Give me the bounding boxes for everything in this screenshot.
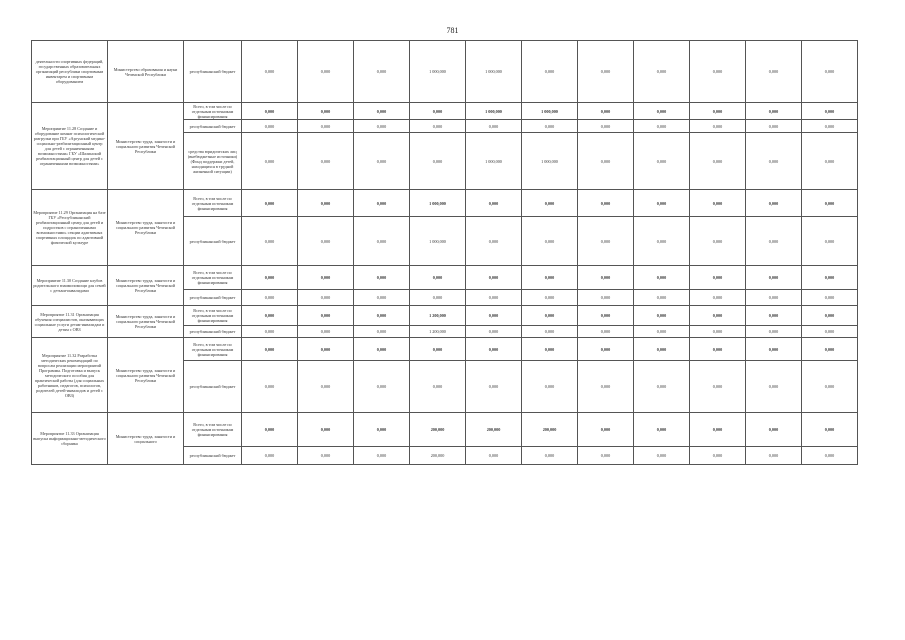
amount-cell: 0,000 (690, 41, 746, 103)
amount-cell: 0,000 (522, 190, 578, 217)
amount-cell: 1 200,000 (410, 306, 466, 326)
amount-cell: 0,000 (690, 326, 746, 338)
table-row (32, 413, 858, 447)
amount-cell: 1 000,000 (410, 217, 466, 266)
amount-cell: 0,000 (578, 326, 634, 338)
amount-cell: 0,000 (746, 338, 802, 361)
event-name-cell: Мероприятие 11.31 Организация обучения специалистов, оказывающих социальные услуги детям-инвалидам и детям с ОВЗ (32, 306, 108, 338)
amount-cell: 0,000 (354, 361, 410, 413)
funding-source-cell: средства юридических лиц (внебюджетные источники) (Фонд поддержки детей, находящихся в трудной жизненной ситуации) (184, 133, 242, 190)
amount-cell: 0,000 (522, 290, 578, 306)
amount-cell: 0,000 (466, 266, 522, 290)
amount-cell: 0,000 (466, 120, 522, 133)
amount-cell: 0,000 (578, 120, 634, 133)
amount-cell: 0,000 (242, 120, 298, 133)
amount-cell: 0,000 (354, 266, 410, 290)
amount-cell: 0,000 (522, 306, 578, 326)
amount-cell: 0,000 (690, 217, 746, 266)
amount-cell: 0,000 (242, 103, 298, 120)
amount-cell: 1 200,000 (410, 326, 466, 338)
amount-cell: 1 000,000 (410, 41, 466, 103)
amount-cell: 0,000 (634, 338, 690, 361)
executor-cell: Министерство труда, занятости и социального (108, 413, 184, 465)
amount-cell: 0,000 (242, 306, 298, 326)
amount-cell: 0,000 (466, 290, 522, 306)
funding-source-cell: Всего, в том числе по отдельным источникам финансирования (184, 266, 242, 290)
amount-cell: 0,000 (746, 103, 802, 120)
amount-cell: 0,000 (746, 190, 802, 217)
amount-cell: 0,000 (578, 413, 634, 447)
amount-cell: 0,000 (466, 361, 522, 413)
executor-cell: Министерство труда, занятости и социального развития Чеченской Республики (108, 103, 184, 190)
amount-cell: 0,000 (242, 290, 298, 306)
amount-cell: 0,000 (578, 447, 634, 465)
amount-cell: 0,000 (746, 217, 802, 266)
amount-cell: 0,000 (578, 338, 634, 361)
amount-cell: 1 000,000 (410, 190, 466, 217)
amount-cell: 0,000 (354, 326, 410, 338)
amount-cell: 0,000 (634, 133, 690, 190)
table-row (32, 190, 858, 217)
amount-cell: 0,000 (690, 306, 746, 326)
amount-cell: 0,000 (802, 413, 858, 447)
amount-cell: 0,000 (634, 326, 690, 338)
amount-cell: 0,000 (298, 120, 354, 133)
amount-cell: 0,000 (298, 413, 354, 447)
amount-cell: 0,000 (578, 190, 634, 217)
amount-cell: 0,000 (242, 326, 298, 338)
funding-source-cell: республиканский бюджет (184, 361, 242, 413)
amount-cell: 0,000 (746, 266, 802, 290)
amount-cell: 0,000 (242, 190, 298, 217)
amount-cell: 0,000 (242, 133, 298, 190)
table-row (32, 266, 858, 290)
executor-cell: Министерство труда, занятости и социального развития Чеченской Республики (108, 190, 184, 266)
amount-cell: 0,000 (242, 361, 298, 413)
amount-cell: 0,000 (578, 217, 634, 266)
funding-source-cell: Всего, в том числе по отдельным источникам финансирования (184, 338, 242, 361)
executor-cell: Министерство труда, занятости и социального развития Чеченской Республики (108, 306, 184, 338)
amount-cell: 200,000 (522, 413, 578, 447)
amount-cell: 0,000 (354, 413, 410, 447)
amount-cell: 1 000,000 (466, 103, 522, 120)
amount-cell: 0,000 (522, 41, 578, 103)
amount-cell: 0,000 (354, 290, 410, 306)
amount-cell: 0,000 (634, 103, 690, 120)
amount-cell: 0,000 (802, 133, 858, 190)
amount-cell: 0,000 (634, 290, 690, 306)
amount-cell: 0,000 (466, 190, 522, 217)
amount-cell: 1 000,000 (522, 103, 578, 120)
amount-cell: 0,000 (466, 338, 522, 361)
funding-source-cell: Всего, в том числе по отдельным источникам финансирования (184, 306, 242, 326)
amount-cell: 0,000 (578, 41, 634, 103)
amount-cell: 1 000,000 (522, 133, 578, 190)
amount-cell: 0,000 (690, 120, 746, 133)
amount-cell: 0,000 (578, 361, 634, 413)
funding-source-cell: Всего, в том числе по отдельным источникам финансирования (184, 190, 242, 217)
amount-cell: 0,000 (354, 447, 410, 465)
amount-cell: 0,000 (802, 447, 858, 465)
amount-cell: 200,000 (466, 413, 522, 447)
amount-cell: 0,000 (298, 338, 354, 361)
amount-cell: 0,000 (298, 447, 354, 465)
event-name-cell: Мероприятие 11.28 Создание и оборудование комнат психологической разгрузки при ГБУ «Аргунский медико-социально-реабилитационный центр для детей с ограниченными возможностями» ГБУ «Шалинский реабилитационный центр для детей с ограниченными возможностями» (32, 103, 108, 190)
amount-cell: 0,000 (298, 41, 354, 103)
event-name-cell: Мероприятие 11.33 Организация выпуска информационно-методического сборника (32, 413, 108, 465)
funding-source-cell: Всего, в том числе по отдельным источникам финансирования (184, 413, 242, 447)
event-name-cell: Мероприятие 11.30 Создание клубов родительского взаимопомощи для семей с детьми-инвалидами (32, 266, 108, 306)
amount-cell: 0,000 (690, 103, 746, 120)
amount-cell: 0,000 (522, 326, 578, 338)
amount-cell: 0,000 (690, 190, 746, 217)
amount-cell: 0,000 (410, 133, 466, 190)
amount-cell: 0,000 (690, 338, 746, 361)
amount-cell: 0,000 (354, 103, 410, 120)
amount-cell: 0,000 (802, 338, 858, 361)
amount-cell: 0,000 (634, 306, 690, 326)
amount-cell: 0,000 (634, 190, 690, 217)
amount-cell: 1 000,000 (466, 133, 522, 190)
amount-cell: 0,000 (690, 133, 746, 190)
event-name-cell: Мероприятие 11.32 Разработка методических рекомендаций по вопросам реализации мероприятий Программы. Подготовка и выпуск методического пособия для практической работы (для социальных работников, педагогов, психологов, родителей детей-инвалидов и детей с ОВЗ) (32, 338, 108, 413)
amount-cell: 0,000 (634, 120, 690, 133)
amount-cell: 0,000 (354, 41, 410, 103)
amount-cell: 0,000 (298, 190, 354, 217)
amount-cell: 0,000 (578, 266, 634, 290)
amount-cell: 0,000 (298, 266, 354, 290)
amount-cell: 0,000 (354, 338, 410, 361)
funding-source-cell: Всего, в том числе по отдельным источникам финансирования (184, 103, 242, 120)
amount-cell: 0,000 (354, 306, 410, 326)
amount-cell: 0,000 (466, 306, 522, 326)
amount-cell: 0,000 (802, 217, 858, 266)
amount-cell: 0,000 (410, 120, 466, 133)
amount-cell: 0,000 (634, 413, 690, 447)
amount-cell: 0,000 (522, 266, 578, 290)
amount-cell: 0,000 (298, 133, 354, 190)
amount-cell: 0,000 (410, 361, 466, 413)
table-row (32, 41, 858, 103)
amount-cell: 0,000 (522, 120, 578, 133)
funding-source-cell: республиканский бюджет (184, 290, 242, 306)
executor-cell: Министерство образования и науки Чеченской Республики (108, 41, 184, 103)
amount-cell: 0,000 (634, 447, 690, 465)
amount-cell: 0,000 (522, 217, 578, 266)
amount-cell: 0,000 (802, 326, 858, 338)
amount-cell: 1 000,000 (466, 41, 522, 103)
amount-cell: 0,000 (634, 41, 690, 103)
table-row (32, 338, 858, 361)
table-row (32, 103, 858, 120)
funding-source-cell: республиканский бюджет (184, 326, 242, 338)
amount-cell: 0,000 (242, 217, 298, 266)
amount-cell: 0,000 (634, 361, 690, 413)
amount-cell: 0,000 (298, 306, 354, 326)
amount-cell: 0,000 (802, 361, 858, 413)
amount-cell: 0,000 (746, 326, 802, 338)
amount-cell: 0,000 (522, 361, 578, 413)
amount-cell: 0,000 (298, 361, 354, 413)
amount-cell: 0,000 (802, 190, 858, 217)
amount-cell: 0,000 (690, 266, 746, 290)
amount-cell: 0,000 (410, 266, 466, 290)
amount-cell: 0,000 (578, 133, 634, 190)
amount-cell: 0,000 (410, 338, 466, 361)
amount-cell: 0,000 (298, 103, 354, 120)
amount-cell: 0,000 (242, 413, 298, 447)
amount-cell: 0,000 (802, 266, 858, 290)
amount-cell: 0,000 (578, 290, 634, 306)
amount-cell: 0,000 (802, 103, 858, 120)
amount-cell: 0,000 (746, 290, 802, 306)
amount-cell: 0,000 (578, 103, 634, 120)
amount-cell: 0,000 (242, 447, 298, 465)
amount-cell: 0,000 (242, 41, 298, 103)
amount-cell: 0,000 (242, 338, 298, 361)
amount-cell: 0,000 (802, 120, 858, 133)
page-number: 781 (446, 26, 459, 35)
amount-cell: 0,000 (466, 326, 522, 338)
amount-cell: 0,000 (466, 217, 522, 266)
amount-cell: 0,000 (578, 306, 634, 326)
amount-cell: 0,000 (354, 217, 410, 266)
table-row (32, 306, 858, 326)
amount-cell: 0,000 (690, 447, 746, 465)
amount-cell: 0,000 (746, 41, 802, 103)
amount-cell: 0,000 (634, 266, 690, 290)
amount-cell: 0,000 (410, 290, 466, 306)
amount-cell: 0,000 (298, 326, 354, 338)
amount-cell: 0,000 (690, 361, 746, 413)
amount-cell: 0,000 (410, 103, 466, 120)
amount-cell: 0,000 (802, 41, 858, 103)
amount-cell: 0,000 (522, 447, 578, 465)
amount-cell: 0,000 (746, 306, 802, 326)
amount-cell: 0,000 (746, 447, 802, 465)
amount-cell: 0,000 (746, 133, 802, 190)
amount-cell: 0,000 (298, 217, 354, 266)
funding-source-cell: республиканский бюджет (184, 120, 242, 133)
funding-source-cell: республиканский бюджет (184, 217, 242, 266)
amount-cell: 200,000 (410, 447, 466, 465)
amount-cell: 0,000 (746, 120, 802, 133)
amount-cell: 0,000 (522, 338, 578, 361)
event-name-cell: деятельности спортивных федераций, государственных образовательных организаций республики спортивным инвентарем и спортивным оборудованием (32, 41, 108, 103)
budget-table (31, 40, 858, 465)
amount-cell: 0,000 (634, 217, 690, 266)
event-name-cell: Мероприятие 11.29 Организация на базе ГБУ «Республиканский реабилитационный центр для детей и подростков с ограниченными возможностями» секции адаптивных спортивных площадок по адаптивной физической культуре (32, 190, 108, 266)
amount-cell: 0,000 (242, 266, 298, 290)
amount-cell: 0,000 (690, 413, 746, 447)
amount-cell: 0,000 (354, 120, 410, 133)
executor-cell: Министерство труда, занятости и социального развития Чеченской Республики (108, 266, 184, 306)
amount-cell: 0,000 (746, 361, 802, 413)
funding-source-cell: республиканский бюджет (184, 447, 242, 465)
amount-cell: 0,000 (298, 290, 354, 306)
funding-source-cell: республиканский бюджет (184, 41, 242, 103)
executor-cell: Министерство труда, занятости и социального развития Чеченской Республики (108, 338, 184, 413)
amount-cell: 0,000 (802, 306, 858, 326)
amount-cell: 0,000 (690, 290, 746, 306)
amount-cell: 0,000 (802, 290, 858, 306)
amount-cell: 0,000 (354, 190, 410, 217)
amount-cell: 0,000 (746, 413, 802, 447)
amount-cell: 0,000 (466, 447, 522, 465)
amount-cell: 0,000 (354, 133, 410, 190)
amount-cell: 200,000 (410, 413, 466, 447)
